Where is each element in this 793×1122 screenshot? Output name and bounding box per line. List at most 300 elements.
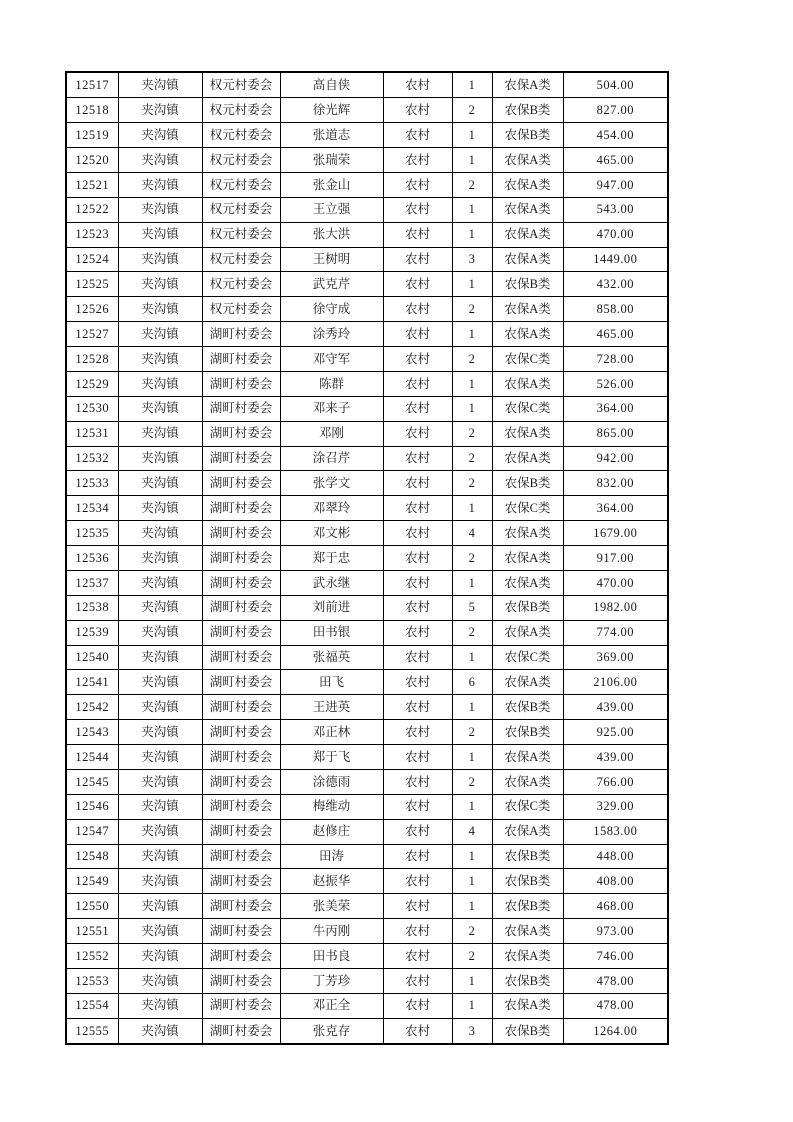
cell-residence-type: 农村 xyxy=(383,222,452,247)
cell-insurance-category: 农保B类 xyxy=(492,720,563,745)
cell-amount: 504.00 xyxy=(563,72,668,98)
cell-id: 12530 xyxy=(66,396,118,421)
cell-village: 权元村委会 xyxy=(202,247,280,272)
cell-insurance-category: 农保C类 xyxy=(492,794,563,819)
cell-village: 湖町村委会 xyxy=(202,371,280,396)
cell-town: 夹沟镇 xyxy=(118,894,202,919)
table-row xyxy=(66,645,668,670)
cell-town: 夹沟镇 xyxy=(118,148,202,173)
table-row xyxy=(66,1018,668,1044)
cell-amount: 858.00 xyxy=(563,297,668,322)
cell-insurance-category: 农保A类 xyxy=(492,197,563,222)
cell-village: 湖町村委会 xyxy=(202,645,280,670)
cell-village: 湖町村委会 xyxy=(202,620,280,645)
cell-village: 权元村委会 xyxy=(202,98,280,123)
cell-insurance-category: 农保A类 xyxy=(492,247,563,272)
cell-village: 湖町村委会 xyxy=(202,968,280,993)
cell-amount: 2106.00 xyxy=(563,670,668,695)
cell-residence-type: 农村 xyxy=(383,720,452,745)
cell-residence-type: 农村 xyxy=(383,595,452,620)
cell-name: 邓正林 xyxy=(280,720,383,745)
cell-residence-type: 农村 xyxy=(383,695,452,720)
cell-person-count: 2 xyxy=(452,297,492,322)
cell-residence-type: 农村 xyxy=(383,98,452,123)
cell-insurance-category: 农保A类 xyxy=(492,72,563,98)
cell-id: 12524 xyxy=(66,247,118,272)
cell-amount: 369.00 xyxy=(563,645,668,670)
cell-id: 12555 xyxy=(66,1018,118,1044)
cell-amount: 917.00 xyxy=(563,546,668,571)
cell-village: 权元村委会 xyxy=(202,197,280,222)
cell-residence-type: 农村 xyxy=(383,471,452,496)
cell-person-count: 1 xyxy=(452,869,492,894)
cell-insurance-category: 农保B类 xyxy=(492,894,563,919)
cell-town: 夹沟镇 xyxy=(118,347,202,372)
cell-village: 湖町村委会 xyxy=(202,446,280,471)
cell-village: 湖町村委会 xyxy=(202,595,280,620)
cell-amount: 465.00 xyxy=(563,148,668,173)
table-row xyxy=(66,222,668,247)
cell-id: 12528 xyxy=(66,347,118,372)
records-table xyxy=(65,71,669,1045)
cell-person-count: 1 xyxy=(452,72,492,98)
table-row xyxy=(66,546,668,571)
table-row xyxy=(66,894,668,919)
cell-name: 刘前进 xyxy=(280,595,383,620)
cell-residence-type: 农村 xyxy=(383,894,452,919)
cell-amount: 454.00 xyxy=(563,123,668,148)
cell-village: 湖町村委会 xyxy=(202,471,280,496)
cell-residence-type: 农村 xyxy=(383,197,452,222)
cell-person-count: 1 xyxy=(452,695,492,720)
cell-name: 徐守成 xyxy=(280,297,383,322)
cell-amount: 526.00 xyxy=(563,371,668,396)
cell-town: 夹沟镇 xyxy=(118,844,202,869)
cell-name: 邓正全 xyxy=(280,993,383,1018)
cell-name: 王进英 xyxy=(280,695,383,720)
table-row xyxy=(66,123,668,148)
cell-person-count: 1 xyxy=(452,993,492,1018)
cell-residence-type: 农村 xyxy=(383,769,452,794)
cell-name: 邓刚 xyxy=(280,421,383,446)
cell-insurance-category: 农保C类 xyxy=(492,645,563,670)
cell-town: 夹沟镇 xyxy=(118,919,202,944)
cell-id: 12532 xyxy=(66,446,118,471)
cell-town: 夹沟镇 xyxy=(118,944,202,969)
cell-name: 田涛 xyxy=(280,844,383,869)
cell-insurance-category: 农保A类 xyxy=(492,546,563,571)
table-row xyxy=(66,371,668,396)
table-row xyxy=(66,172,668,197)
cell-town: 夹沟镇 xyxy=(118,620,202,645)
cell-town: 夹沟镇 xyxy=(118,446,202,471)
cell-amount: 432.00 xyxy=(563,272,668,297)
table-row xyxy=(66,819,668,844)
cell-id: 12549 xyxy=(66,869,118,894)
cell-id: 12533 xyxy=(66,471,118,496)
cell-insurance-category: 农保A类 xyxy=(492,322,563,347)
cell-name: 张道志 xyxy=(280,123,383,148)
cell-village: 湖町村委会 xyxy=(202,745,280,770)
cell-id: 12529 xyxy=(66,371,118,396)
cell-town: 夹沟镇 xyxy=(118,496,202,521)
cell-insurance-category: 农保B类 xyxy=(492,695,563,720)
cell-person-count: 2 xyxy=(452,769,492,794)
cell-town: 夹沟镇 xyxy=(118,645,202,670)
cell-name: 张瑞荣 xyxy=(280,148,383,173)
cell-name: 涂召芹 xyxy=(280,446,383,471)
cell-village: 湖町村委会 xyxy=(202,496,280,521)
cell-amount: 973.00 xyxy=(563,919,668,944)
table-row xyxy=(66,521,668,546)
table-row xyxy=(66,844,668,869)
cell-town: 夹沟镇 xyxy=(118,745,202,770)
cell-insurance-category: 农保A类 xyxy=(492,769,563,794)
cell-town: 夹沟镇 xyxy=(118,297,202,322)
cell-name: 梅维动 xyxy=(280,794,383,819)
cell-village: 权元村委会 xyxy=(202,72,280,98)
cell-town: 夹沟镇 xyxy=(118,570,202,595)
cell-insurance-category: 农保A类 xyxy=(492,446,563,471)
cell-name: 涂秀玲 xyxy=(280,322,383,347)
cell-residence-type: 农村 xyxy=(383,919,452,944)
cell-person-count: 4 xyxy=(452,521,492,546)
cell-village: 湖町村委会 xyxy=(202,521,280,546)
cell-person-count: 1 xyxy=(452,148,492,173)
cell-person-count: 2 xyxy=(452,347,492,372)
cell-insurance-category: 农保A类 xyxy=(492,993,563,1018)
cell-id: 12536 xyxy=(66,546,118,571)
cell-village: 湖町村委会 xyxy=(202,844,280,869)
cell-person-count: 1 xyxy=(452,844,492,869)
cell-insurance-category: 农保A类 xyxy=(492,148,563,173)
cell-amount: 364.00 xyxy=(563,496,668,521)
cell-person-count: 1 xyxy=(452,745,492,770)
cell-amount: 942.00 xyxy=(563,446,668,471)
cell-insurance-category: 农保A类 xyxy=(492,521,563,546)
cell-person-count: 2 xyxy=(452,546,492,571)
table-row xyxy=(66,421,668,446)
cell-village: 湖町村委会 xyxy=(202,720,280,745)
cell-residence-type: 农村 xyxy=(383,172,452,197)
table-row xyxy=(66,272,668,297)
cell-id: 12521 xyxy=(66,172,118,197)
table-row xyxy=(66,944,668,969)
cell-town: 夹沟镇 xyxy=(118,968,202,993)
table-row xyxy=(66,919,668,944)
cell-town: 夹沟镇 xyxy=(118,1018,202,1044)
cell-insurance-category: 农保A类 xyxy=(492,819,563,844)
cell-village: 湖町村委会 xyxy=(202,396,280,421)
table-row xyxy=(66,869,668,894)
cell-insurance-category: 农保B类 xyxy=(492,123,563,148)
cell-village: 权元村委会 xyxy=(202,297,280,322)
cell-name: 徐光辉 xyxy=(280,98,383,123)
table-row xyxy=(66,297,668,322)
cell-name: 郑于忠 xyxy=(280,546,383,571)
cell-amount: 746.00 xyxy=(563,944,668,969)
cell-insurance-category: 农保A类 xyxy=(492,222,563,247)
cell-residence-type: 农村 xyxy=(383,993,452,1018)
cell-insurance-category: 农保B类 xyxy=(492,1018,563,1044)
cell-residence-type: 农村 xyxy=(383,944,452,969)
cell-person-count: 2 xyxy=(452,446,492,471)
cell-id: 12522 xyxy=(66,197,118,222)
cell-residence-type: 农村 xyxy=(383,745,452,770)
cell-residence-type: 农村 xyxy=(383,496,452,521)
cell-id: 12544 xyxy=(66,745,118,770)
cell-town: 夹沟镇 xyxy=(118,471,202,496)
cell-insurance-category: 农保B类 xyxy=(492,272,563,297)
cell-insurance-category: 农保A类 xyxy=(492,371,563,396)
cell-residence-type: 农村 xyxy=(383,1018,452,1044)
cell-id: 12554 xyxy=(66,993,118,1018)
cell-person-count: 2 xyxy=(452,421,492,446)
cell-insurance-category: 农保B类 xyxy=(492,471,563,496)
cell-id: 12540 xyxy=(66,645,118,670)
cell-village: 湖町村委会 xyxy=(202,322,280,347)
cell-village: 权元村委会 xyxy=(202,272,280,297)
cell-residence-type: 农村 xyxy=(383,620,452,645)
cell-village: 湖町村委会 xyxy=(202,769,280,794)
cell-person-count: 2 xyxy=(452,172,492,197)
cell-town: 夹沟镇 xyxy=(118,869,202,894)
cell-village: 湖町村委会 xyxy=(202,869,280,894)
cell-name: 邓文彬 xyxy=(280,521,383,546)
table-row xyxy=(66,769,668,794)
cell-village: 权元村委会 xyxy=(202,222,280,247)
table-row xyxy=(66,745,668,770)
cell-town: 夹沟镇 xyxy=(118,670,202,695)
cell-person-count: 2 xyxy=(452,944,492,969)
cell-amount: 1679.00 xyxy=(563,521,668,546)
cell-name: 郑于飞 xyxy=(280,745,383,770)
cell-amount: 766.00 xyxy=(563,769,668,794)
cell-residence-type: 农村 xyxy=(383,396,452,421)
cell-name: 涂德雨 xyxy=(280,769,383,794)
cell-residence-type: 农村 xyxy=(383,521,452,546)
table-row xyxy=(66,72,668,98)
table-row xyxy=(66,446,668,471)
cell-insurance-category: 农保B类 xyxy=(492,595,563,620)
cell-amount: 774.00 xyxy=(563,620,668,645)
cell-name: 武克芹 xyxy=(280,272,383,297)
cell-amount: 408.00 xyxy=(563,869,668,894)
cell-insurance-category: 农保A类 xyxy=(492,944,563,969)
cell-residence-type: 农村 xyxy=(383,322,452,347)
cell-village: 湖町村委会 xyxy=(202,695,280,720)
cell-town: 夹沟镇 xyxy=(118,371,202,396)
cell-person-count: 1 xyxy=(452,968,492,993)
cell-id: 12550 xyxy=(66,894,118,919)
cell-id: 12518 xyxy=(66,98,118,123)
cell-town: 夹沟镇 xyxy=(118,396,202,421)
cell-name: 武永继 xyxy=(280,570,383,595)
cell-person-count: 1 xyxy=(452,123,492,148)
cell-village: 湖町村委会 xyxy=(202,570,280,595)
cell-village: 湖町村委会 xyxy=(202,894,280,919)
cell-residence-type: 农村 xyxy=(383,148,452,173)
cell-name: 张大洪 xyxy=(280,222,383,247)
cell-name: 王立强 xyxy=(280,197,383,222)
cell-name: 张金山 xyxy=(280,172,383,197)
cell-town: 夹沟镇 xyxy=(118,521,202,546)
table-row xyxy=(66,496,668,521)
cell-id: 12531 xyxy=(66,421,118,446)
cell-village: 湖町村委会 xyxy=(202,794,280,819)
cell-residence-type: 农村 xyxy=(383,72,452,98)
cell-insurance-category: 农保A类 xyxy=(492,297,563,322)
cell-village: 湖町村委会 xyxy=(202,421,280,446)
cell-person-count: 1 xyxy=(452,322,492,347)
cell-amount: 827.00 xyxy=(563,98,668,123)
cell-town: 夹沟镇 xyxy=(118,322,202,347)
cell-person-count: 1 xyxy=(452,197,492,222)
cell-id: 12519 xyxy=(66,123,118,148)
cell-town: 夹沟镇 xyxy=(118,272,202,297)
cell-insurance-category: 农保B类 xyxy=(492,844,563,869)
cell-residence-type: 农村 xyxy=(383,297,452,322)
cell-id: 12545 xyxy=(66,769,118,794)
cell-person-count: 1 xyxy=(452,570,492,595)
cell-name: 陈群 xyxy=(280,371,383,396)
cell-town: 夹沟镇 xyxy=(118,421,202,446)
cell-amount: 478.00 xyxy=(563,968,668,993)
cell-name: 邓翠玲 xyxy=(280,496,383,521)
cell-town: 夹沟镇 xyxy=(118,172,202,197)
cell-person-count: 2 xyxy=(452,919,492,944)
cell-id: 12527 xyxy=(66,322,118,347)
cell-person-count: 1 xyxy=(452,222,492,247)
cell-id: 12538 xyxy=(66,595,118,620)
cell-amount: 329.00 xyxy=(563,794,668,819)
cell-town: 夹沟镇 xyxy=(118,197,202,222)
cell-insurance-category: 农保B类 xyxy=(492,98,563,123)
cell-person-count: 5 xyxy=(452,595,492,620)
cell-residence-type: 农村 xyxy=(383,869,452,894)
cell-person-count: 2 xyxy=(452,720,492,745)
cell-residence-type: 农村 xyxy=(383,421,452,446)
cell-name: 邓来子 xyxy=(280,396,383,421)
cell-town: 夹沟镇 xyxy=(118,695,202,720)
cell-residence-type: 农村 xyxy=(383,446,452,471)
cell-id: 12520 xyxy=(66,148,118,173)
cell-insurance-category: 农保A类 xyxy=(492,745,563,770)
cell-village: 权元村委会 xyxy=(202,123,280,148)
cell-village: 湖町村委会 xyxy=(202,670,280,695)
cell-id: 12537 xyxy=(66,570,118,595)
cell-amount: 1583.00 xyxy=(563,819,668,844)
table-row xyxy=(66,720,668,745)
cell-name: 张福英 xyxy=(280,645,383,670)
cell-amount: 478.00 xyxy=(563,993,668,1018)
cell-person-count: 1 xyxy=(452,272,492,297)
cell-person-count: 3 xyxy=(452,247,492,272)
cell-person-count: 1 xyxy=(452,396,492,421)
cell-insurance-category: 农保C类 xyxy=(492,496,563,521)
cell-id: 12517 xyxy=(66,72,118,98)
cell-amount: 1982.00 xyxy=(563,595,668,620)
cell-amount: 364.00 xyxy=(563,396,668,421)
cell-town: 夹沟镇 xyxy=(118,794,202,819)
cell-town: 夹沟镇 xyxy=(118,546,202,571)
table-row xyxy=(66,247,668,272)
cell-name: 张克存 xyxy=(280,1018,383,1044)
cell-insurance-category: 农保C类 xyxy=(492,347,563,372)
table-row xyxy=(66,695,668,720)
cell-amount: 448.00 xyxy=(563,844,668,869)
cell-residence-type: 农村 xyxy=(383,347,452,372)
cell-amount: 1264.00 xyxy=(563,1018,668,1044)
cell-town: 夹沟镇 xyxy=(118,769,202,794)
cell-residence-type: 农村 xyxy=(383,645,452,670)
cell-insurance-category: 农保A类 xyxy=(492,172,563,197)
cell-residence-type: 农村 xyxy=(383,844,452,869)
cell-residence-type: 农村 xyxy=(383,546,452,571)
cell-village: 权元村委会 xyxy=(202,172,280,197)
cell-name: 田飞 xyxy=(280,670,383,695)
cell-name: 田书良 xyxy=(280,944,383,969)
cell-id: 12547 xyxy=(66,819,118,844)
cell-person-count: 2 xyxy=(452,620,492,645)
cell-name: 王树明 xyxy=(280,247,383,272)
cell-person-count: 2 xyxy=(452,98,492,123)
table-row xyxy=(66,794,668,819)
cell-village: 湖町村委会 xyxy=(202,819,280,844)
cell-person-count: 1 xyxy=(452,496,492,521)
cell-insurance-category: 农保A类 xyxy=(492,421,563,446)
cell-name: 赵修庄 xyxy=(280,819,383,844)
cell-person-count: 2 xyxy=(452,471,492,496)
table-row xyxy=(66,595,668,620)
cell-insurance-category: 农保A类 xyxy=(492,620,563,645)
cell-insurance-category: 农保C类 xyxy=(492,396,563,421)
cell-person-count: 6 xyxy=(452,670,492,695)
cell-id: 12534 xyxy=(66,496,118,521)
cell-residence-type: 农村 xyxy=(383,272,452,297)
cell-name: 丁芳珍 xyxy=(280,968,383,993)
cell-id: 12541 xyxy=(66,670,118,695)
cell-village: 湖町村委会 xyxy=(202,546,280,571)
cell-id: 12543 xyxy=(66,720,118,745)
cell-town: 夹沟镇 xyxy=(118,595,202,620)
cell-amount: 439.00 xyxy=(563,695,668,720)
table-row xyxy=(66,993,668,1018)
cell-residence-type: 农村 xyxy=(383,570,452,595)
cell-town: 夹沟镇 xyxy=(118,98,202,123)
cell-name: 牛丙刚 xyxy=(280,919,383,944)
cell-id: 12553 xyxy=(66,968,118,993)
cell-residence-type: 农村 xyxy=(383,819,452,844)
cell-id: 12551 xyxy=(66,919,118,944)
cell-id: 12546 xyxy=(66,794,118,819)
cell-village: 湖町村委会 xyxy=(202,944,280,969)
cell-insurance-category: 农保B类 xyxy=(492,869,563,894)
cell-name: 张美荣 xyxy=(280,894,383,919)
cell-id: 12552 xyxy=(66,944,118,969)
cell-insurance-category: 农保B类 xyxy=(492,968,563,993)
cell-town: 夹沟镇 xyxy=(118,222,202,247)
cell-id: 12526 xyxy=(66,297,118,322)
cell-amount: 439.00 xyxy=(563,745,668,770)
cell-name: 田书银 xyxy=(280,620,383,645)
cell-id: 12548 xyxy=(66,844,118,869)
cell-amount: 465.00 xyxy=(563,322,668,347)
table-row xyxy=(66,148,668,173)
cell-person-count: 4 xyxy=(452,819,492,844)
cell-residence-type: 农村 xyxy=(383,670,452,695)
table-row xyxy=(66,322,668,347)
